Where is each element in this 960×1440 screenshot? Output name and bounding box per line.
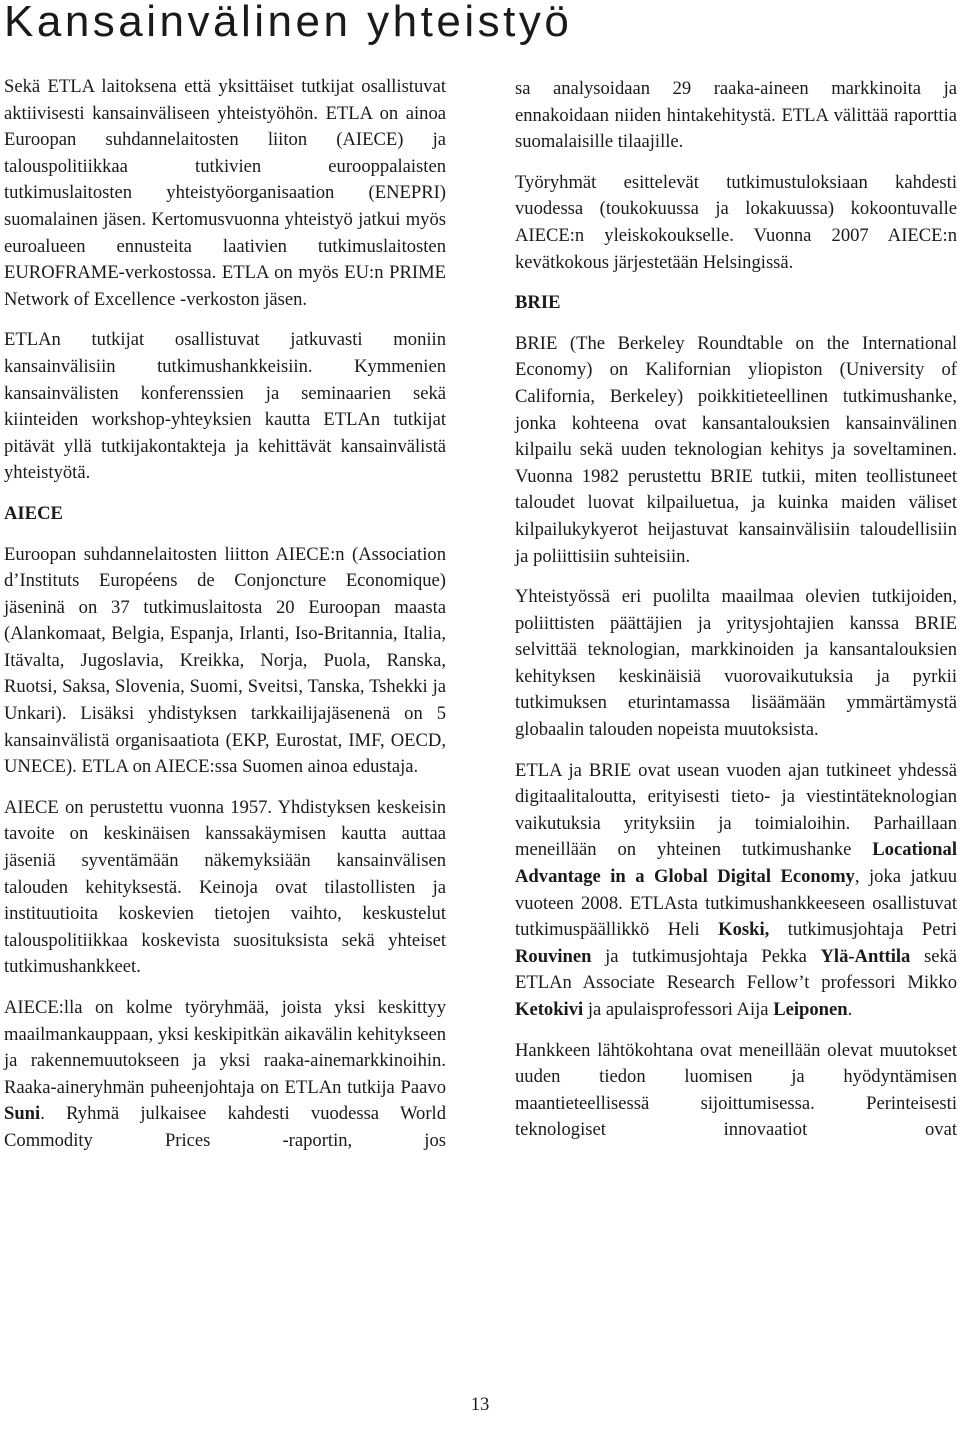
text-run: tutkimusjohtaja Petri xyxy=(769,919,957,941)
etla-brie-project-paragraph xyxy=(515,758,957,1024)
text-run: , joka jatkuu vuoteen 2008. ETLAsta tutkimushankkeeseen osallistuvat tutkimuspäällikkö Heli xyxy=(515,866,957,941)
person-name: Suni xyxy=(4,1103,41,1125)
intro-paragraph: Sekä ETLA laitoksena että yksittäiset tutkijat osallistuvat aktiivisesti kansainväliseen yhteistyöhön. ETLA on ainoa Euroopan suhdannelaitosten liiton (AIECE) ja talouspolitiikkaa tutkivien eurooppalaisten tutkimuslaitosten yhteistyöorganisaation (ENEPRI) suomalainen jäsen. Kertomusvuonna yhteistyö jatkui myös euroalueen ennusteita laativien tutkimuslaitosten EUROFRAME-verkostossa. ETLA on myös EU:n PRIME Network of Excellence -verkoston jäsen. xyxy=(4,76,446,310)
project-background-paragraph: Hankkeen lähtökohtana ovat meneillään olevat muutokset uuden tiedon luomisen ja hyödyntämisen maantieteellisessä sijoittumisessa. Perinteisesti teknologiset innovaatiot ovat xyxy=(515,1039,957,1141)
page-title: Kansainvälinen yhteistyö xyxy=(4,0,573,46)
person-name: Koski, xyxy=(718,919,770,941)
aiece-history-paragraph: AIECE on perustettu vuonna 1957. Yhdistyksen keskeisin tavoite on keskinäisen kanssakäymisen kautta auttaa jäseniä syventämään näkemyksiään kansainvälisen talouden kehityksestä. Keinoja ovat tilastollisten ja instituutioita koskevien tietojen vaihto, keskustelut talouspolitiikkaa koskevista suosituksista sekä yhteiset tutkimushankkeet. xyxy=(4,796,446,978)
section-heading-aiece: AIECE xyxy=(4,502,63,524)
person-name: Ketokivi xyxy=(515,999,584,1020)
brie-cooperation-paragraph: Yhteistyössä eri puolilta maailmaa olevien tutkijoiden, poliittisten päättäjien ja yritysjohtajien kanssa BRIE selvittää teknologian, markkinoiden ja kansantalouksien kehityksen keskinäisiä vuorovaikutuksia ja pyrkii tutkimuksen eturintamassa lisäämään ymmärtämystä globaalin talouden nopeista muutoksista. xyxy=(515,586,957,741)
person-name: Rouvinen xyxy=(515,945,592,967)
person-name: Leiponen xyxy=(773,999,848,1020)
researchers-paragraph: ETLAn tutkijat osallistuvat jatkuvasti moniin kansainvälisiin tutkimushankkeisiin. Kymmenien kansainvälisten konferenssien ja seminaarien sekä kiinteiden workshop-yhteyksien kautta ETLAn tutkijat pitävät yllä tutkijakontakteja ja kehittävät kansainvälistä yhteistyötä. xyxy=(4,329,446,484)
person-name: Ylä-Anttila xyxy=(820,945,911,967)
aiece-working-groups-paragraph xyxy=(4,995,446,1155)
left-column xyxy=(4,74,446,1169)
working-groups-meetings-paragraph: Työryhmät esittelevät tutkimustuloksiaan kahdesti vuodessa (toukokuussa ja lokakuussa) kokoontuvalle AIECE:n yleiskokoukselle. Vuonna 2007 AIECE:n kevätkokous järjestetään Helsingissä. xyxy=(515,171,957,273)
text-run: ja apulaisprofessori Aija xyxy=(583,999,774,1020)
project-name: Locational Advantage in a Global Digital Economy xyxy=(515,839,957,888)
section-heading-brie: BRIE xyxy=(515,292,561,314)
text-run: sekä ETLAn Associate Research Fellow’t professori Mikko xyxy=(515,945,957,994)
commodity-report-paragraph: sa analysoidaan 29 raaka-aineen markkinoita ja ennakoidaan niiden hintakehitystä. ETLA välittää raporttia suomalaisille tilaajille. xyxy=(515,78,957,153)
text-run: ja tutkimusjohtaja Pekka xyxy=(591,945,821,967)
page-number: 13 xyxy=(470,1394,490,1415)
text-run: . xyxy=(847,999,853,1020)
text-run: ETLA ja BRIE ovat usean vuoden ajan tutkineet yhdessä digitaalitaloutta, erityisesti tieto- ja viestintäteknologian vaikutuksia yrityksiin ja toimialoihin. Parhaillaan meneillään on yhteinen tutkimushanke xyxy=(515,759,957,861)
text-run: AIECE:lla on kolme työryhmää, joista yksi keskittyy maailmankauppaan, yksi keskipitkän aikavälin kehitykseen ja rakennemuutokseen ja yksi raaka-ainemarkkinoihin. Raaka-aineryhmän puheenjohtaja on ETLAn tutkija Paavo xyxy=(4,997,446,1098)
aiece-members-paragraph: Euroopan suhdannelaitosten liitton AIECE:n (Association d’Instituts Européens de Conjoncture Economique) jäseninä on 37 tutkimuslaitosta 20 Euroopan maasta (Alankomaat, Belgia, Espanja, Irlanti, Iso-Britannia, Italia, Itävalta, Jugoslavia, Kreikka, Norja, Puola, Ranska, Ruotsi, Saksa, Slovenia, Suomi, Sveitsi, Tanska, Tshekki ja Unkari). Lisäksi yhdistyksen tarkkailijajäsenenä on 5 kansainvälistä organisaatiota (EKP, Eurostat, IMF, OECD, UNECE). ETLA on AIECE:ssa Suomen ainoa edustaja. xyxy=(4,543,446,778)
text-run: . Ryhmä julkaisee kahdesti vuodessa World Commodity Prices -raportin, jos xyxy=(4,1103,446,1151)
right-column xyxy=(515,76,957,1158)
brie-intro-paragraph: BRIE (The Berkeley Roundtable on the International Economy) on Kalifornian yliopiston (University of California, Berkeley) poikkitieteellinen tutkimushanke, jonka kohteena ovat kansantalouksien kansainvälinen kilpailu sekä uuden teknologian kehitys ja soveltaminen. Vuonna 1982 perustettu BRIE tutkii, miten teollistuneet taloudet luovat kilpailuetua, ja kuinka maiden väliset kilpailukykyerot heijastuvat kansainvälisiin taloudellisiin ja poliittisiin suhteisiin. xyxy=(515,332,957,567)
